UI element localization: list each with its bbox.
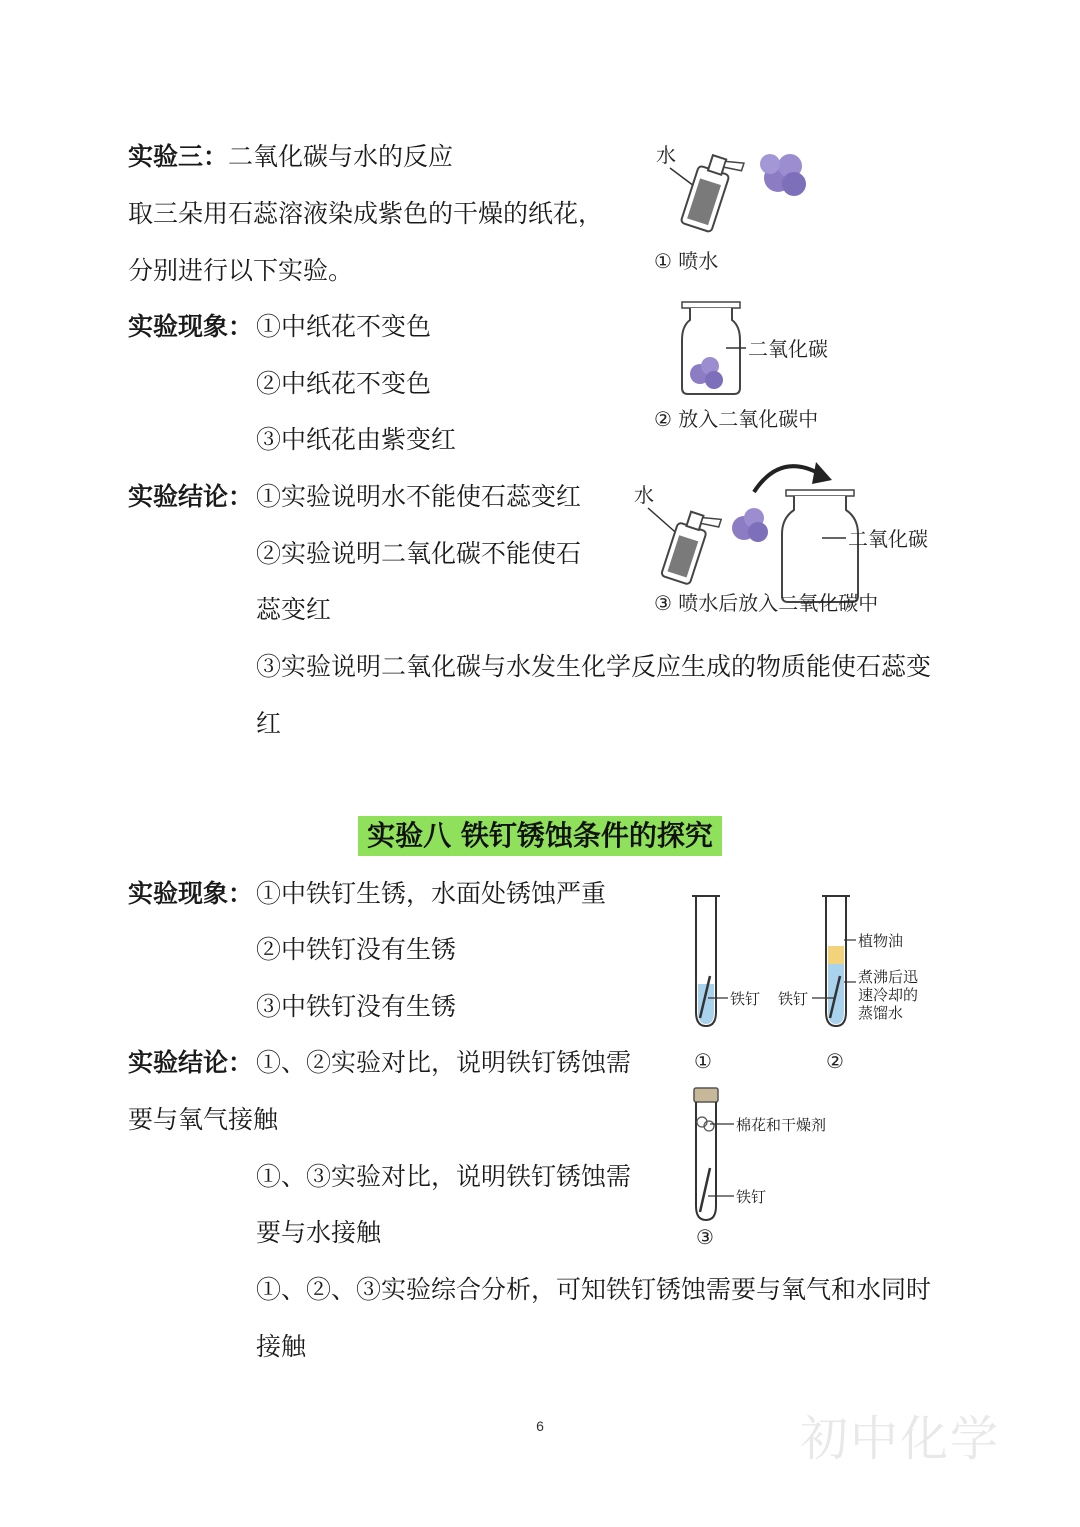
iron-rust-figure [680,886,950,1256]
spray-bottle-icon [681,150,744,235]
test-tube-1 [692,896,720,1026]
exp8-phenomenon-3: ③中铁钉没有生锈 [256,992,457,1021]
tube3-nail-label: 铁钉 [736,1188,767,1206]
exp8-heading: 实验八 铁钉锈蚀条件的探究 [358,816,722,856]
exp8-phenomena-label: 实验现象： [128,879,254,908]
exp3-phenomenon-1: ①中纸花不变色 [256,312,432,341]
exp3-conclusion-label: 实验结论： [128,482,254,511]
spray-bottle-icon-2 [661,507,721,588]
tube2-water-label-2: 速冷却的 [858,986,919,1004]
fig1-water-label: 水 [656,143,676,167]
fig2-co2-label: 二氧化碳 [748,337,828,361]
test-tube-2 [822,896,850,1026]
fig3-co2-label: 二氧化碳 [848,527,928,551]
exp3-conclusion-3: ③实验说明二氧化碳与水发生化学反应生成的物质能使石蕊变 [256,652,932,681]
exp8-conclusion-2-cont: 要与水接触 [256,1218,382,1247]
test-tube-3 [694,1088,718,1220]
exp3-phenomenon-3: ③中纸花由紫变红 [256,425,457,454]
stopper-icon [694,1088,718,1102]
fig2-caption: ② 放入二氧化碳中 [654,407,819,431]
fig3-caption: ③ 喷水后放入二氧化碳中 [654,591,879,615]
tube1-nail-label: 铁钉 [730,990,761,1008]
tube3-cotton-label: 棉花和干燥剂 [736,1116,827,1134]
tube2-water-label-3: 蒸馏水 [858,1004,904,1022]
paper-flower-icon [760,154,806,196]
exp3-conclusion-1: ①实验说明水不能使石蕊变红 [256,482,582,511]
tube2-water-label-1: 煮沸后迅 [858,968,919,986]
exp3-conclusion-3-cont: 红 [256,709,282,738]
curved-arrow-icon [754,466,820,492]
tube2-oil-label: 植物油 [858,932,904,950]
gas-jar-icon-2 [782,490,858,602]
exp8-phenomenon-1: ①中铁钉生锈，水面处锈蚀严重 [256,879,607,908]
page-number: 6 [536,1418,544,1434]
watermark: 初中化学 [800,1411,1001,1467]
exp3-phenomena-label: 实验现象： [128,312,254,341]
tube2-nail-label: 铁钉 [778,990,809,1008]
paper-flower-icon-2 [732,508,768,542]
exp3-title [128,142,453,172]
exp8-conclusion-1: ①、②实验对比，说明铁钉锈蚀需 [256,1048,632,1077]
exp3-conclusion-2: ②实验说明二氧化碳不能使石 [256,539,582,568]
tube2-number: ② [826,1049,844,1073]
exp8-conclusion-1-cont: 要与氧气接触 [128,1105,279,1134]
tube1-number: ① [694,1049,712,1073]
exp8-conclusion-2: ①、③实验对比，说明铁钉锈蚀需 [256,1162,632,1191]
exp3-intro-line1: 取三朵用石蕊溶液染成紫色的干燥的纸花， [128,199,604,228]
tube3-number: ③ [696,1225,714,1249]
exp3-conclusion-2-cont: 蕊变红 [256,595,332,624]
exp8-conclusion-label: 实验结论： [128,1048,254,1077]
exp8-conclusion-3: ①、②、③实验综合分析，可知铁钉锈蚀需要与氧气和水同时 [256,1275,932,1304]
exp8-conclusion-3-cont: 接触 [256,1332,307,1361]
co2-water-figure [630,130,960,630]
exp3-title-text: 二氧化碳与水的反应 [228,142,454,171]
iron-nail-icon-3 [700,1168,710,1212]
fig3-water-label: 水 [634,483,654,507]
exp3-intro-line2: 分别进行以下实验。 [128,256,354,285]
exp8-phenomenon-2: ②中铁钉没有生锈 [256,935,457,964]
exp3-phenomenon-2: ②中纸花不变色 [256,369,432,398]
exp3-title-label: 实验三： [128,142,229,171]
fig1-caption: ① 喷水 [654,249,719,273]
